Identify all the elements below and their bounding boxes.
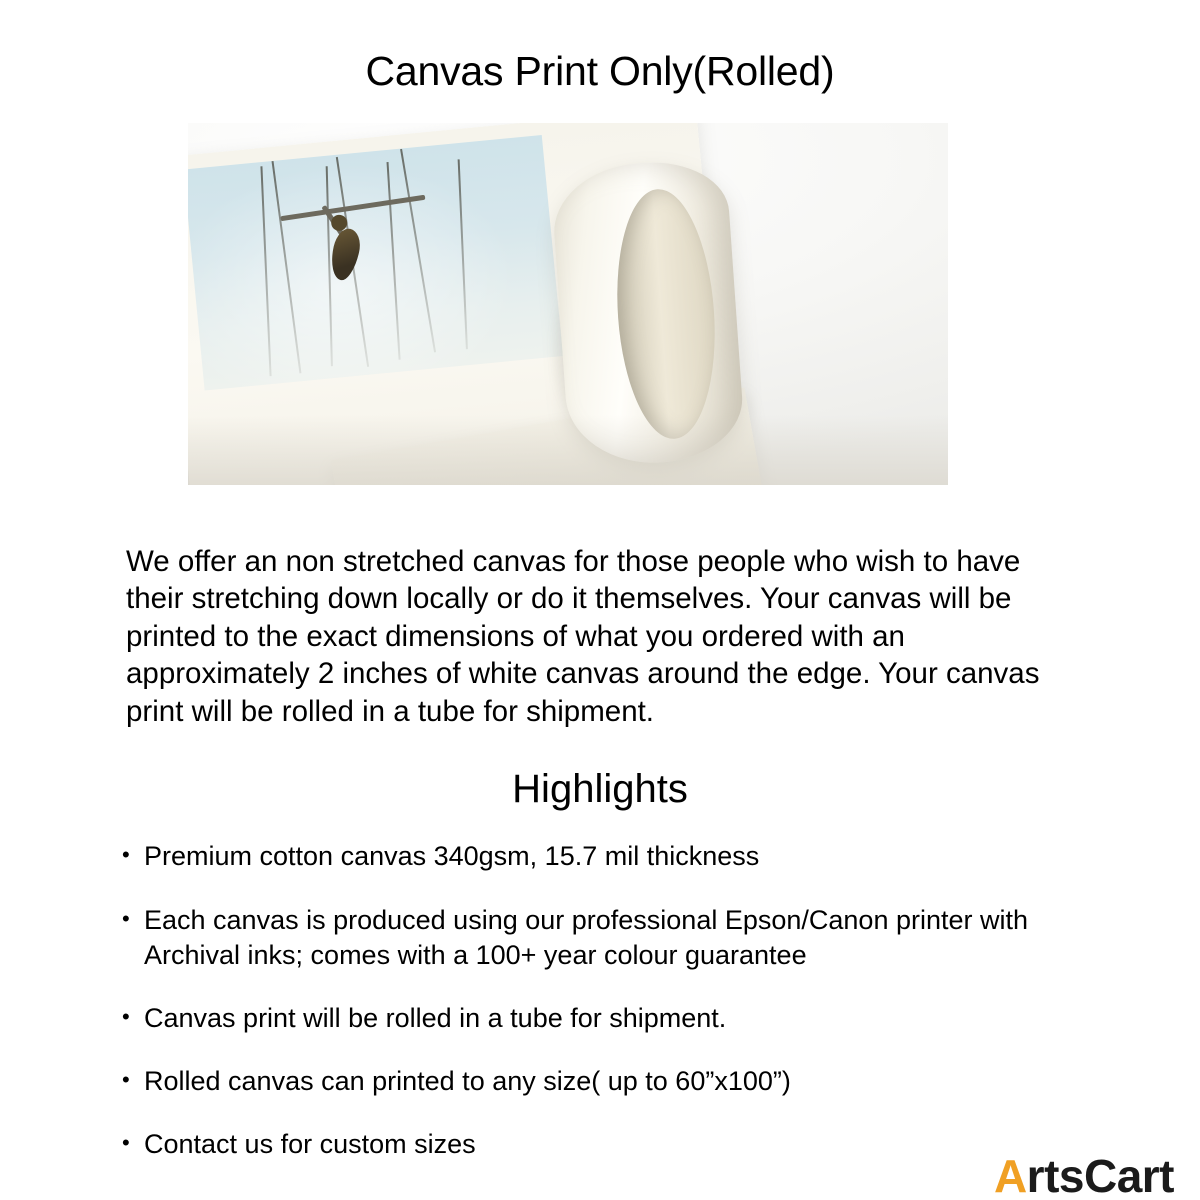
list-item [122,1064,1112,1099]
description-paragraph: We offer an non stretched canvas for those people who wish to have their stretching down locally or do it themselves. Your canvas will be printed to the exact dimensions of what you ordered with an approximately 2 inches of white canvas around the edge. Your canvas print will be rolled in a tube for shipment. [126,544,1040,728]
product-info-page [0,27,1200,1200]
printed-image-area [188,135,563,390]
highlights-list [122,839,1112,1190]
page-title: Canvas Print Only(Rolled) [365,48,835,95]
bullet-icon: • [122,1066,130,1092]
highlights-heading: Highlights [512,766,688,811]
product-image [188,123,948,485]
bullet-icon: • [122,905,130,931]
bullet-icon: • [122,1129,130,1155]
list-item-label: Contact us for custom sizes [144,1128,476,1159]
rolled-canvas-print-photo [188,123,948,485]
brand-logo-text: rtsCart [1026,1150,1174,1200]
surface-shadow [188,415,948,485]
list-item [122,839,1112,874]
bullet-icon: • [122,1003,130,1029]
brand-logo [994,1149,1174,1200]
brand-logo-accent-letter: A [993,1150,1027,1200]
list-item [122,903,1112,973]
list-item [122,1001,1112,1036]
list-item-label: Premium cotton canvas 340gsm, 15.7 mil thickness [144,841,760,872]
bullet-icon: • [122,842,130,868]
list-item-label: Each canvas is produced using our professional Epson/Canon printer with Archival inks; comes with a 100+ year colour guarantee [144,904,1029,970]
list-item-label: Canvas print will be rolled in a tube for shipment. [144,1002,727,1033]
list-item-label: Rolled canvas can printed to any size( up to 60”x100”) [144,1065,791,1096]
sky-haze [188,135,563,390]
list-item [122,1127,1112,1162]
